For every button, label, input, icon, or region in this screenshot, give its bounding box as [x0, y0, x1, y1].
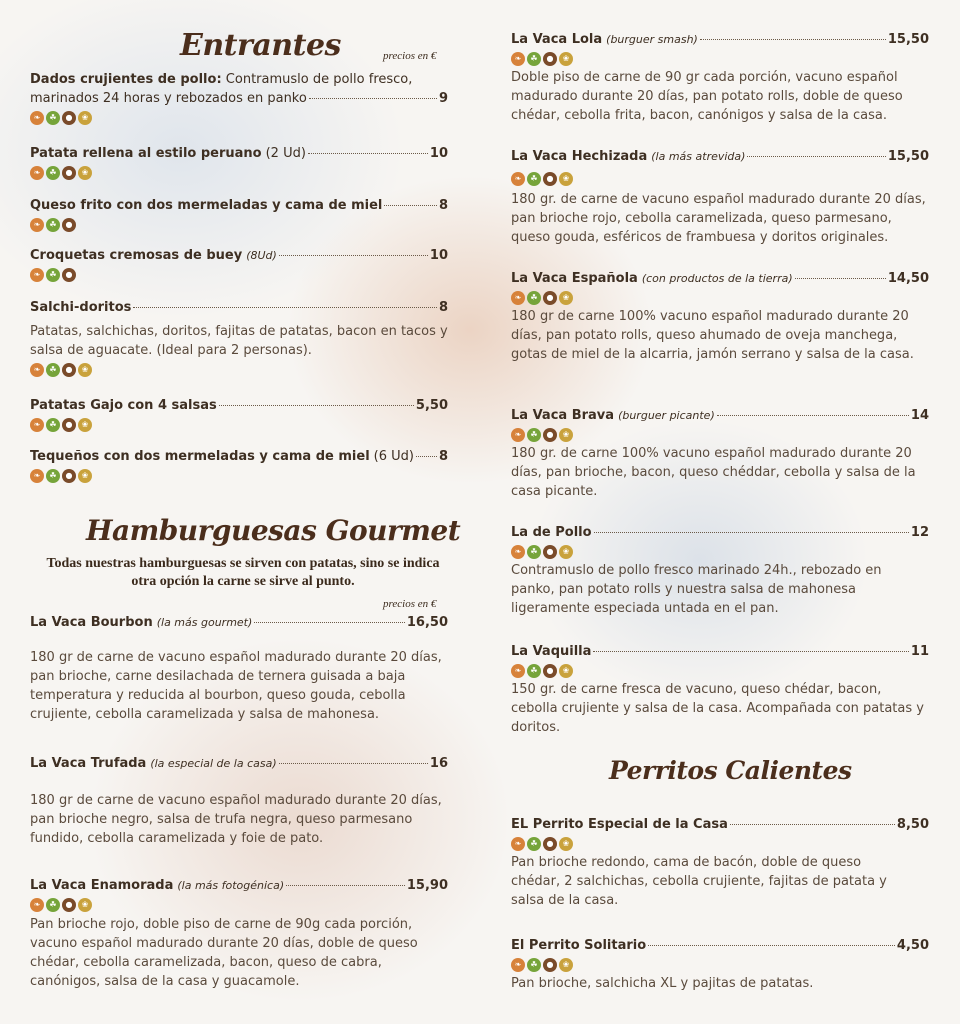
- item-price: 9: [438, 91, 448, 106]
- allergen-orange-icon: ❧: [30, 898, 44, 912]
- allergen-green-icon: ☘: [527, 291, 541, 305]
- allergen-brown-icon: ●: [62, 898, 76, 912]
- allergen-green-icon: ☘: [527, 664, 541, 678]
- allergen-brown-icon: ●: [543, 837, 557, 851]
- item-name: La Vaquilla: [511, 644, 592, 659]
- item-name: La Vaca Brava: [511, 408, 615, 423]
- entrantes-precios: precios en €: [383, 50, 437, 62]
- item-price: 11: [910, 644, 929, 659]
- allergen-icons: [30, 166, 448, 180]
- item-price: 12: [910, 525, 929, 540]
- allergen-icons: [30, 418, 448, 432]
- dot-leader: [279, 255, 428, 256]
- allergen-icons: [30, 111, 448, 125]
- allergen-gold-icon: ❀: [559, 428, 573, 442]
- allergen-brown-icon: ●: [543, 291, 557, 305]
- item-name: El Perrito Solitario: [511, 938, 647, 953]
- dot-leader: [747, 156, 885, 157]
- item-note: (la más fotogénica): [177, 879, 285, 892]
- allergen-brown-icon: ●: [543, 958, 557, 972]
- allergen-orange-icon: ❧: [511, 664, 525, 678]
- menu-item-dados-pollo: [30, 70, 448, 127]
- allergen-icons: [511, 172, 929, 186]
- item-name: Queso frito con dos mermeladas y cama de miel: [30, 198, 383, 213]
- item-name: La Vaca Lola: [511, 32, 603, 47]
- item-description: Pan brioche rojo, doble piso de carne de 90g cada porción, vacuno español madurado durante 20 días, doble de queso chédar, cebolla caramelizada, bacon, queso de cabra, canónigos, salsa de la casa y guacamole.: [30, 917, 418, 989]
- dot-leader: [416, 456, 437, 457]
- dot-leader: [308, 153, 428, 154]
- item-extra: (6 Ud): [373, 449, 414, 464]
- item-price: 8,50: [896, 817, 929, 832]
- hamburguesas-precios: precios en €: [383, 598, 437, 610]
- allergen-gold-icon: ❀: [559, 291, 573, 305]
- allergen-green-icon: ☘: [46, 111, 60, 125]
- item-name: La Vaca Bourbon: [30, 615, 153, 630]
- item-name: EL Perrito Especial de la Casa: [511, 817, 728, 832]
- allergen-icons: [30, 268, 448, 282]
- allergen-green-icon: ☘: [46, 268, 60, 282]
- allergen-orange-icon: ❧: [511, 545, 525, 559]
- item-extra: Contramuslo de pollo fresco,: [225, 72, 413, 87]
- item-price: 15,50: [887, 32, 929, 47]
- item-description: Doble piso de carne de 90 gr cada porción, vacuno español madurado durante 20 días, pan potato rolls, doble de queso chédar, cebolla frita, bacon, canónigos y salsa de la casa.: [511, 70, 903, 123]
- item-price: 15,50: [887, 149, 929, 164]
- menu-item-vaca-espanola: [511, 269, 929, 364]
- allergen-brown-icon: ●: [62, 268, 76, 282]
- menu-item-vaca-trufada: [30, 754, 448, 848]
- hamburguesas-subtitle: Todas nuestras hamburguesas se sirven con patatas, sino se indica otra opción la carne se sirve al punto.: [46, 556, 440, 589]
- item-description: Patatas, salchichas, doritos, fajitas de patatas, bacon en tacos y salsa de aguacate. (Ideal para 2 personas).: [30, 324, 448, 358]
- dot-leader: [309, 98, 437, 99]
- menu-item-vaca-enamorada: [30, 876, 448, 991]
- allergen-orange-icon: ❧: [30, 166, 44, 180]
- item-name: Patatas Gajo con 4 salsas: [30, 398, 217, 413]
- allergen-orange-icon: ❧: [511, 958, 525, 972]
- dot-leader: [279, 763, 428, 764]
- menu-item-perrito-solitario: [511, 936, 929, 993]
- allergen-orange-icon: ❧: [511, 172, 525, 186]
- dot-leader: [594, 532, 909, 533]
- allergen-gold-icon: ❀: [78, 363, 92, 377]
- item-description: 180 gr de carne 100% vacuno español madurado durante 20 días, pan potato rolls, queso ahumado de oveja manchega, gotas de miel de la alcarria, jamón serrano y salsa de la casa.: [511, 309, 914, 362]
- menu-item-vaca-hechizada: [511, 147, 929, 247]
- item-note: (con productos de la tierra): [641, 272, 793, 285]
- allergen-orange-icon: ❧: [30, 111, 44, 125]
- item-price: 4,50: [896, 938, 929, 953]
- item-description: 180 gr. de carne de vacuno español madurado durante 20 días, pan brioche rojo, cebolla caramelizada, queso parmesano, queso gouda, esféricos de frambuesa y doritos originales.: [511, 192, 926, 245]
- allergen-green-icon: ☘: [527, 545, 541, 559]
- allergen-icons: [511, 545, 929, 559]
- allergen-gold-icon: ❀: [78, 469, 92, 483]
- allergen-brown-icon: ●: [62, 111, 76, 125]
- allergen-gold-icon: ❀: [559, 545, 573, 559]
- allergen-gold-icon: ❀: [559, 172, 573, 186]
- item-note: (la más atrevida): [651, 150, 746, 163]
- allergen-icons: [30, 898, 448, 912]
- allergen-green-icon: ☘: [46, 418, 60, 432]
- item-name: La Vaca Trufada: [30, 756, 147, 771]
- item-price: 8: [438, 300, 448, 315]
- allergen-green-icon: ☘: [46, 166, 60, 180]
- menu-item-patata-rellena: [30, 144, 448, 182]
- menu-item-la-vaquilla: [511, 642, 929, 737]
- allergen-brown-icon: ●: [543, 172, 557, 186]
- item-name: La Vaca Enamorada: [30, 878, 174, 893]
- dot-leader: [730, 824, 895, 825]
- allergen-icons: [30, 363, 448, 377]
- dot-leader: [648, 945, 895, 946]
- allergen-orange-icon: ❧: [30, 469, 44, 483]
- dot-leader: [286, 885, 405, 886]
- item-price: 14,50: [887, 271, 929, 286]
- item-price: 10: [429, 248, 448, 263]
- item-name: Patata rellena al estilo peruano: [30, 146, 262, 161]
- menu-item-croquetas: [30, 246, 448, 284]
- item-price: 14: [910, 408, 929, 423]
- allergen-orange-icon: ❧: [511, 837, 525, 851]
- dot-leader: [384, 205, 437, 206]
- dot-leader: [133, 307, 437, 308]
- menu-item-patatas-gajo: [30, 396, 448, 434]
- allergen-brown-icon: ●: [62, 166, 76, 180]
- allergen-brown-icon: ●: [62, 418, 76, 432]
- item-note: (burguer picante): [618, 409, 715, 422]
- allergen-orange-icon: ❧: [511, 52, 525, 66]
- allergen-brown-icon: ●: [543, 428, 557, 442]
- allergen-gold-icon: ❀: [559, 837, 573, 851]
- allergen-brown-icon: ●: [62, 218, 76, 232]
- item-price: 15,90: [406, 878, 448, 893]
- item-note: (la más gourmet): [156, 616, 253, 629]
- allergen-green-icon: ☘: [527, 958, 541, 972]
- item-name: La de Pollo: [511, 525, 592, 540]
- item-extra: (2 Ud): [265, 146, 306, 161]
- menu-item-tequenos: [30, 447, 448, 485]
- allergen-green-icon: ☘: [527, 52, 541, 66]
- allergen-gold-icon: ❀: [78, 166, 92, 180]
- perritos-title: Perritos Calientes: [609, 756, 852, 785]
- allergen-gold-icon: ❀: [559, 958, 573, 972]
- item-description: Pan brioche redondo, cama de bacón, doble de queso chédar, 2 salchichas, cebolla crujiente, fajitas de patata y salsa de la casa.: [511, 855, 887, 908]
- allergen-gold-icon: ❀: [78, 898, 92, 912]
- allergen-icons: [511, 291, 929, 305]
- allergen-gold-icon: ❀: [559, 664, 573, 678]
- item-description: 150 gr. de carne fresca de vacuno, queso chédar, bacon, cebolla crujiente y salsa de la casa. Acompañada con patatas y doritos.: [511, 682, 924, 735]
- item-price: 16: [429, 756, 448, 771]
- menu-item-vaca-bourbon: [30, 613, 448, 724]
- dot-leader: [795, 278, 886, 279]
- allergen-green-icon: ☘: [46, 469, 60, 483]
- allergen-icons: [511, 52, 929, 66]
- item-price: 8: [438, 449, 448, 464]
- allergen-green-icon: ☘: [527, 172, 541, 186]
- dot-leader: [593, 651, 909, 652]
- allergen-green-icon: ☘: [527, 837, 541, 851]
- allergen-orange-icon: ❧: [30, 418, 44, 432]
- item-price: 10: [429, 146, 448, 161]
- item-description: 180 gr de carne de vacuno español madurado durante 20 días, pan brioche negro, salsa de trufa negra, queso parmesano fundido, cebolla caramelizada y foie de pato.: [30, 793, 442, 846]
- allergen-icons: [30, 469, 448, 483]
- allergen-orange-icon: ❧: [30, 363, 44, 377]
- item-note: (8Ud): [246, 249, 277, 262]
- allergen-icons: [511, 958, 929, 972]
- allergen-orange-icon: ❧: [30, 268, 44, 282]
- allergen-orange-icon: ❧: [511, 428, 525, 442]
- item-name: La Vaca Hechizada: [511, 149, 648, 164]
- allergen-gold-icon: ❀: [559, 52, 573, 66]
- hamburguesas-title: Hamburguesas Gourmet: [86, 514, 461, 547]
- item-note: (burguer smash): [606, 33, 698, 46]
- dot-leader: [254, 622, 405, 623]
- menu-item-salchi-doritos: [30, 298, 448, 379]
- entrantes-title: Entrantes: [180, 28, 341, 63]
- allergen-green-icon: ☘: [46, 218, 60, 232]
- dot-leader: [717, 415, 909, 416]
- dot-leader: [700, 39, 886, 40]
- item-price: 5,50: [415, 398, 448, 413]
- allergen-gold-icon: ❀: [78, 418, 92, 432]
- allergen-icons: [30, 218, 448, 232]
- item-name: Dados crujientes de pollo:: [30, 72, 222, 87]
- item-name: Croquetas cremosas de buey: [30, 248, 243, 263]
- item-name: La Vaca Española: [511, 271, 638, 286]
- item-description: 180 gr de carne de vacuno español madurado durante 20 días, pan brioche, carne desilachada de ternera guisada a baja temperatura y reducida al bourbon, queso gouda, cebolla crujiente, cebolla caramelizada y salsa de mahonesa.: [30, 650, 442, 722]
- allergen-brown-icon: ●: [62, 469, 76, 483]
- allergen-orange-icon: ❧: [511, 291, 525, 305]
- allergen-icons: [511, 837, 929, 851]
- allergen-brown-icon: ●: [543, 664, 557, 678]
- item-note: (la especial de la casa): [150, 757, 277, 770]
- menu-item-perrito-especial: [511, 815, 929, 910]
- allergen-orange-icon: ❧: [30, 218, 44, 232]
- item-description: 180 gr. de carne 100% vacuno español madurado durante 20 días, pan brioche, bacon, queso chéddar, cebolla y salsa de la casa picante.: [511, 446, 916, 499]
- allergen-green-icon: ☘: [527, 428, 541, 442]
- item-description: Contramuslo de pollo fresco marinado 24h., rebozado en panko, pan potato rolls y nuestra salsa de mahonesa ligeramente especiada untada en el pan.: [511, 563, 882, 616]
- allergen-green-icon: ☘: [46, 363, 60, 377]
- dot-leader: [219, 405, 414, 406]
- menu-item-vaca-lola: [511, 30, 929, 125]
- item-description: Pan brioche, salchicha XL y pajitas de patatas.: [511, 976, 814, 991]
- item-name: Tequeños con dos mermeladas y cama de miel: [30, 449, 370, 464]
- item-price: 16,50: [406, 615, 448, 630]
- allergen-icons: [511, 428, 929, 442]
- allergen-brown-icon: ●: [543, 52, 557, 66]
- menu-item-queso-frito: [30, 196, 448, 234]
- item-line2: marinados 24 horas y rebozados en panko: [30, 91, 307, 106]
- allergen-brown-icon: ●: [543, 545, 557, 559]
- allergen-icons: [511, 664, 929, 678]
- menu-item-vaca-brava: [511, 406, 929, 501]
- allergen-gold-icon: ❀: [78, 111, 92, 125]
- menu-item-la-de-pollo: [511, 523, 929, 618]
- item-name: Salchi-doritos: [30, 300, 132, 315]
- allergen-green-icon: ☘: [46, 898, 60, 912]
- item-price: 8: [438, 198, 448, 213]
- allergen-brown-icon: ●: [62, 363, 76, 377]
